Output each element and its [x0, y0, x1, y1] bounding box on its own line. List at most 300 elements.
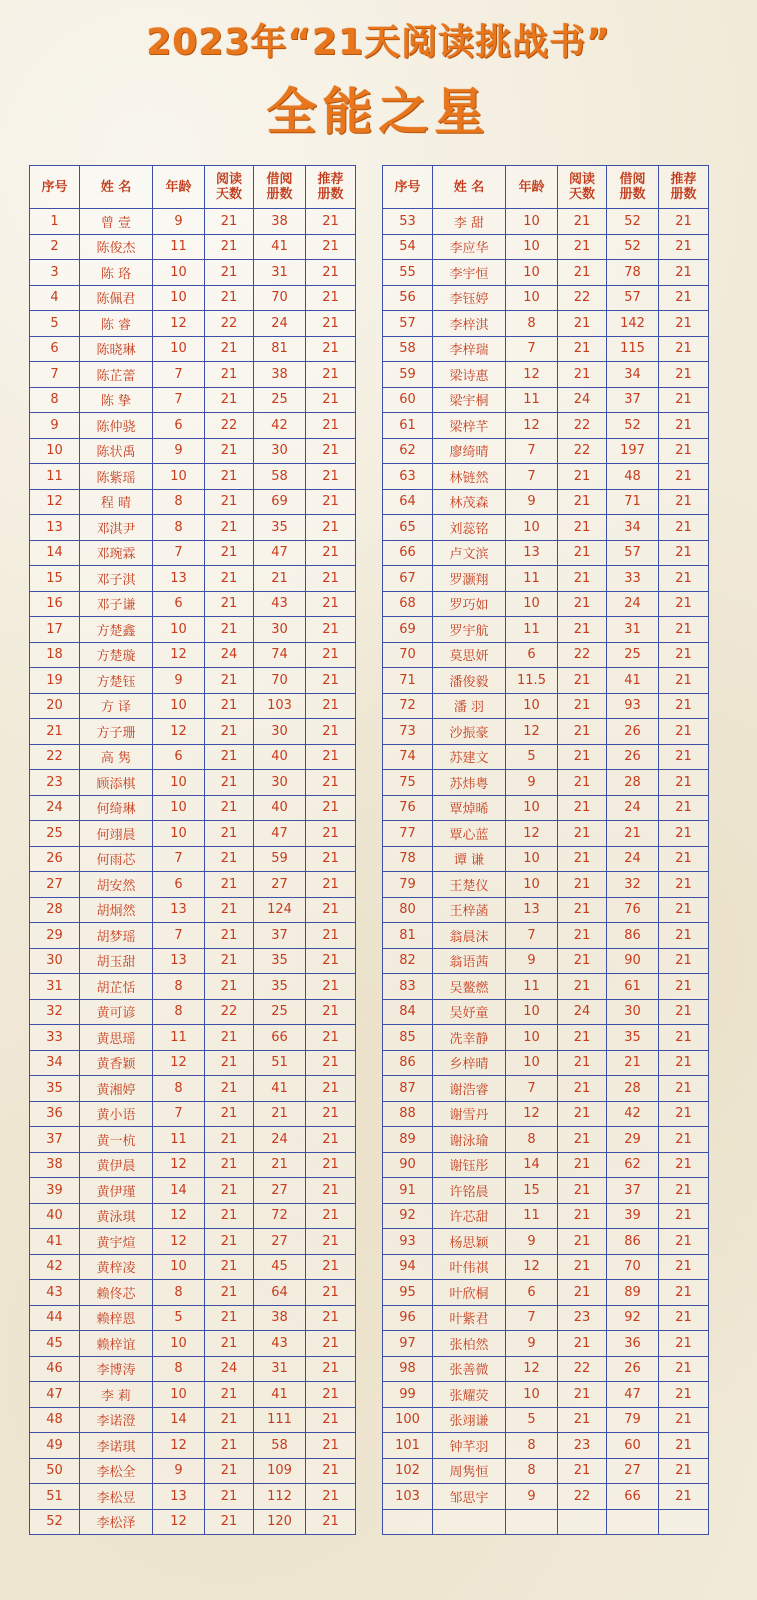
table-row [30, 1280, 356, 1306]
cell-age: 9 [153, 1458, 205, 1484]
page-title: 2023年“21天阅读挑战书” [146, 22, 611, 63]
table-row [383, 260, 709, 286]
table-row [383, 719, 709, 745]
cell-number: 7 [30, 362, 80, 388]
cell-reading-days: 21 [558, 1203, 607, 1229]
cell-borrowed-books: 90 [607, 948, 659, 974]
cell-age: 10 [506, 209, 558, 235]
cell-reading-days: 21 [205, 1280, 254, 1306]
cell-reading-days: 21 [205, 1407, 254, 1433]
table-row [383, 387, 709, 413]
cell-name: 林茂森 [433, 489, 506, 515]
cell-recommended-books: 21 [306, 642, 356, 668]
cell-name: 许芯甜 [433, 1203, 506, 1229]
cell-recommended-books: 21 [306, 540, 356, 566]
cell-reading-days: 23 [558, 1305, 607, 1331]
cell-name: 王楚仪 [433, 872, 506, 898]
cell-name: 谭 谦 [433, 846, 506, 872]
table-row [383, 1152, 709, 1178]
table-row [30, 285, 356, 311]
cell-reading-days: 21 [558, 1025, 607, 1051]
cell-name: 覃心蓝 [433, 821, 506, 847]
cell-recommended-books: 21 [659, 1076, 709, 1102]
header-col-number: 序号 [383, 166, 433, 209]
cell-borrowed-books: 58 [254, 1433, 306, 1459]
cell-recommended-books: 21 [306, 744, 356, 770]
cell-borrowed-books: 59 [254, 846, 306, 872]
cell-name: 黄可谚 [80, 999, 153, 1025]
cell-recommended-books: 21 [659, 795, 709, 821]
cell-number: 21 [30, 719, 80, 745]
cell-recommended-books: 21 [306, 846, 356, 872]
cell-borrowed-books: 72 [254, 1203, 306, 1229]
cell-borrowed-books: 52 [607, 413, 659, 439]
cell-borrowed-books: 25 [607, 642, 659, 668]
cell-recommended-books: 21 [659, 1305, 709, 1331]
cell-recommended-books: 21 [306, 1127, 356, 1153]
cell-recommended-books: 21 [659, 540, 709, 566]
cell-reading-days: 22 [205, 999, 254, 1025]
cell-number: 96 [383, 1305, 433, 1331]
cell-age: 8 [506, 1433, 558, 1459]
cell-reading-days: 21 [205, 1152, 254, 1178]
cell-reading-days: 21 [205, 693, 254, 719]
cell-borrowed-books: 32 [607, 872, 659, 898]
table-row [30, 1025, 356, 1051]
cell-recommended-books: 21 [659, 1152, 709, 1178]
cell-name: 李博涛 [80, 1356, 153, 1382]
cell-recommended-books: 21 [306, 1229, 356, 1255]
cell-age: 12 [506, 821, 558, 847]
cell-borrowed-books: 66 [254, 1025, 306, 1051]
cell-age: 11 [506, 1203, 558, 1229]
cell-reading-days: 21 [558, 1178, 607, 1204]
cell-number: 23 [30, 770, 80, 796]
cell-name: 罗巧如 [433, 591, 506, 617]
cell-recommended-books: 21 [306, 770, 356, 796]
cell-age: 12 [153, 1433, 205, 1459]
cell-name: 方子珊 [80, 719, 153, 745]
cell-reading-days: 21 [558, 1280, 607, 1306]
cell-recommended-books: 21 [659, 1050, 709, 1076]
cell-age: 12 [153, 311, 205, 337]
table-row [30, 719, 356, 745]
cell-number: 95 [383, 1280, 433, 1306]
cell-reading-days: 21 [205, 1076, 254, 1102]
table-row [30, 1076, 356, 1102]
cell-age: 7 [506, 438, 558, 464]
cell-recommended-books: 21 [306, 234, 356, 260]
cell-reading-days: 21 [205, 234, 254, 260]
cell-number: 45 [30, 1331, 80, 1357]
cell-number: 52 [30, 1509, 80, 1535]
cell-name: 杨思颖 [433, 1229, 506, 1255]
cell-name: 乡梓晴 [433, 1050, 506, 1076]
cell-borrowed-books: 66 [607, 1484, 659, 1510]
cell-borrowed-books: 38 [254, 1305, 306, 1331]
cell-number: 43 [30, 1280, 80, 1306]
cell-borrowed-books: 21 [254, 1152, 306, 1178]
cell-recommended-books: 21 [659, 438, 709, 464]
cell-reading-days: 21 [205, 1382, 254, 1408]
cell-borrowed-books: 24 [607, 591, 659, 617]
cell-number: 103 [383, 1484, 433, 1510]
cell-name: 胡安然 [80, 872, 153, 898]
cell-borrowed-books: 92 [607, 1305, 659, 1331]
cell-name: 方楚钰 [80, 668, 153, 694]
cell-number: 94 [383, 1254, 433, 1280]
cell-name: 胡芷恬 [80, 974, 153, 1000]
cell-name: 何雨芯 [80, 846, 153, 872]
cell-recommended-books: 21 [306, 999, 356, 1025]
cell-name: 黄香颖 [80, 1050, 153, 1076]
table-row [30, 693, 356, 719]
cell-age: 6 [153, 591, 205, 617]
cell-borrowed-books: 30 [254, 438, 306, 464]
cell-borrowed-books: 69 [254, 489, 306, 515]
table-row [383, 362, 709, 388]
cell-number: 32 [30, 999, 80, 1025]
cell-name: 翁语茜 [433, 948, 506, 974]
cell-recommended-books: 21 [659, 1407, 709, 1433]
cell-age: 8 [506, 311, 558, 337]
cell-recommended-books: 21 [306, 1254, 356, 1280]
cell-reading-days: 21 [205, 668, 254, 694]
cell-recommended-books: 21 [306, 362, 356, 388]
table-row [30, 744, 356, 770]
cell-recommended-books: 21 [659, 234, 709, 260]
cell-reading-days: 21 [558, 540, 607, 566]
cell-name: 张翊谦 [433, 1407, 506, 1433]
cell-reading-days: 21 [205, 362, 254, 388]
cell-number: 86 [383, 1050, 433, 1076]
cell-borrowed-books: 39 [607, 1203, 659, 1229]
cell-number: 47 [30, 1382, 80, 1408]
cell-borrowed-books: 197 [607, 438, 659, 464]
cell-age: 11 [153, 1025, 205, 1051]
cell-number: 6 [30, 336, 80, 362]
cell-borrowed-books: 57 [607, 540, 659, 566]
table-row [383, 1280, 709, 1306]
cell-age: 11 [153, 234, 205, 260]
cell-number: 91 [383, 1178, 433, 1204]
cell-recommended-books: 21 [659, 821, 709, 847]
cell-borrowed-books: 41 [254, 1382, 306, 1408]
table-row [383, 1254, 709, 1280]
cell-number: 90 [383, 1152, 433, 1178]
cell-borrowed-books: 26 [607, 744, 659, 770]
cell-borrowed-books: 70 [607, 1254, 659, 1280]
cell-reading-days: 24 [205, 1356, 254, 1382]
table-row [383, 1178, 709, 1204]
cell-borrowed-books: 41 [607, 668, 659, 694]
cell-age: 13 [153, 566, 205, 592]
cell-borrowed-books: 52 [607, 234, 659, 260]
cell-recommended-books: 21 [659, 693, 709, 719]
cell-number: 79 [383, 872, 433, 898]
cell-reading-days: 21 [558, 1382, 607, 1408]
cell-name: 覃焯晞 [433, 795, 506, 821]
table-row [30, 413, 356, 439]
cell-number: 51 [30, 1484, 80, 1510]
header-col-name: 姓 名 [80, 166, 153, 209]
cell-name: 叶欣桐 [433, 1280, 506, 1306]
cell-number: 85 [383, 1025, 433, 1051]
cell-age: 12 [153, 1509, 205, 1535]
cell-number: 22 [30, 744, 80, 770]
cell-borrowed-books: 43 [254, 591, 306, 617]
cell-reading-days: 21 [205, 948, 254, 974]
cell-reading-days: 21 [558, 515, 607, 541]
cell-borrowed-books [607, 1509, 659, 1535]
cell-recommended-books: 21 [659, 1025, 709, 1051]
cell-borrowed-books: 21 [254, 1101, 306, 1127]
table-row [383, 566, 709, 592]
cell-recommended-books: 21 [306, 515, 356, 541]
cell-name: 李梓淇 [433, 311, 506, 337]
cell-borrowed-books: 86 [607, 1229, 659, 1255]
cell-reading-days: 21 [558, 464, 607, 490]
cell-name: 李诺琪 [80, 1433, 153, 1459]
cell-number: 57 [383, 311, 433, 337]
cell-reading-days: 21 [205, 821, 254, 847]
cell-number: 89 [383, 1127, 433, 1153]
cell-age: 10 [153, 1382, 205, 1408]
cell-age: 6 [153, 872, 205, 898]
cell-number: 37 [30, 1127, 80, 1153]
header-col-reading-days: 阅读 天数 [205, 166, 254, 209]
cell-recommended-books: 21 [306, 566, 356, 592]
cell-age: 7 [153, 540, 205, 566]
table-row [30, 1254, 356, 1280]
cell-number: 69 [383, 617, 433, 643]
cell-recommended-books: 21 [306, 285, 356, 311]
cell-number: 36 [30, 1101, 80, 1127]
cell-number: 33 [30, 1025, 80, 1051]
cell-borrowed-books: 24 [254, 311, 306, 337]
cell-recommended-books: 21 [659, 1254, 709, 1280]
cell-borrowed-books: 41 [254, 234, 306, 260]
table-row [383, 1050, 709, 1076]
table-row [30, 617, 356, 643]
cell-reading-days: 21 [558, 591, 607, 617]
cell-age: 10 [153, 1331, 205, 1357]
cell-age: 13 [153, 948, 205, 974]
cell-borrowed-books: 36 [607, 1331, 659, 1357]
cell-age: 8 [153, 489, 205, 515]
cell-number: 65 [383, 515, 433, 541]
table-row [383, 923, 709, 949]
table-row [30, 1203, 356, 1229]
cell-recommended-books: 21 [659, 591, 709, 617]
table-row [30, 974, 356, 1000]
cell-borrowed-books: 27 [254, 1178, 306, 1204]
cell-name: 张柏然 [433, 1331, 506, 1357]
cell-name: 钟芊羽 [433, 1433, 506, 1459]
cell-recommended-books: 21 [659, 336, 709, 362]
cell-reading-days: 21 [558, 1229, 607, 1255]
cell-name: 高 隽 [80, 744, 153, 770]
cell-number: 19 [30, 668, 80, 694]
cell-recommended-books: 21 [306, 311, 356, 337]
cell-recommended-books: 21 [306, 1178, 356, 1204]
cell-borrowed-books: 78 [607, 260, 659, 286]
table-row [383, 209, 709, 235]
table-row [30, 234, 356, 260]
cell-number: 54 [383, 234, 433, 260]
table-row [30, 1101, 356, 1127]
header-col-name: 姓 名 [433, 166, 506, 209]
cell-name: 程 晴 [80, 489, 153, 515]
cell-borrowed-books: 31 [254, 260, 306, 286]
header-col-number: 序号 [30, 166, 80, 209]
cell-borrowed-books: 51 [254, 1050, 306, 1076]
cell-reading-days: 21 [558, 948, 607, 974]
table-row [30, 515, 356, 541]
cell-number: 83 [383, 974, 433, 1000]
roster-table-left [29, 165, 356, 1535]
table-row [383, 999, 709, 1025]
table-row [30, 1509, 356, 1535]
cell-age: 10 [153, 336, 205, 362]
cell-name: 黄湘婷 [80, 1076, 153, 1102]
cell-borrowed-books: 70 [254, 668, 306, 694]
cell-recommended-books: 21 [659, 1101, 709, 1127]
cell-name: 曾 壹 [80, 209, 153, 235]
cell-number: 68 [383, 591, 433, 617]
cell-reading-days: 21 [558, 846, 607, 872]
table-row [383, 413, 709, 439]
table-row [30, 566, 356, 592]
table-row [30, 1407, 356, 1433]
cell-name: 谢泳瑜 [433, 1127, 506, 1153]
cell-name: 黄一杭 [80, 1127, 153, 1153]
cell-age: 10 [153, 795, 205, 821]
cell-borrowed-books: 21 [607, 1050, 659, 1076]
cell-recommended-books: 21 [306, 1458, 356, 1484]
cell-number: 2 [30, 234, 80, 260]
cell-recommended-books: 21 [306, 1152, 356, 1178]
table-row [30, 1152, 356, 1178]
cell-reading-days: 21 [205, 1229, 254, 1255]
cell-borrowed-books: 38 [254, 209, 306, 235]
table-row [30, 1305, 356, 1331]
cell-reading-days: 21 [558, 617, 607, 643]
table-row [383, 591, 709, 617]
cell-borrowed-books: 61 [607, 974, 659, 1000]
table-row [383, 336, 709, 362]
cell-reading-days: 21 [558, 744, 607, 770]
cell-number: 55 [383, 260, 433, 286]
cell-borrowed-books: 48 [607, 464, 659, 490]
cell-age: 10 [153, 260, 205, 286]
cell-number: 71 [383, 668, 433, 694]
cell-age: 9 [506, 1229, 558, 1255]
cell-age: 8 [153, 1356, 205, 1382]
cell-name: 谢雪丹 [433, 1101, 506, 1127]
cell-reading-days: 21 [558, 566, 607, 592]
cell-reading-days: 21 [205, 1025, 254, 1051]
header-col-borrowed-books: 借阅 册数 [607, 166, 659, 209]
cell-age: 12 [506, 413, 558, 439]
cell-number: 38 [30, 1152, 80, 1178]
cell-number: 46 [30, 1356, 80, 1382]
table-row [383, 617, 709, 643]
table-row [383, 489, 709, 515]
cell-number: 100 [383, 1407, 433, 1433]
cell-recommended-books: 21 [306, 489, 356, 515]
page-subtitle: 全能之星 [266, 83, 491, 141]
cell-name: 张耀荧 [433, 1382, 506, 1408]
cell-age: 7 [153, 1101, 205, 1127]
cell-reading-days: 22 [558, 413, 607, 439]
cell-name: 方 译 [80, 693, 153, 719]
cell-recommended-books: 21 [659, 1458, 709, 1484]
table-row [30, 1458, 356, 1484]
cell-borrowed-books: 62 [607, 1152, 659, 1178]
table-row [383, 1484, 709, 1510]
cell-name: 刘蕊铭 [433, 515, 506, 541]
table-row [30, 1356, 356, 1382]
cell-number: 11 [30, 464, 80, 490]
cell-borrowed-books: 47 [254, 821, 306, 847]
cell-reading-days: 21 [205, 336, 254, 362]
cell-reading-days: 21 [558, 872, 607, 898]
cell-name: 赖梓恩 [80, 1305, 153, 1331]
cell-name: 黄梓凌 [80, 1254, 153, 1280]
cell-reading-days: 21 [205, 1509, 254, 1535]
cell-borrowed-books: 27 [607, 1458, 659, 1484]
cell-age: 14 [153, 1407, 205, 1433]
cell-borrowed-books: 74 [254, 642, 306, 668]
cell-name: 陈俊杰 [80, 234, 153, 260]
cell-borrowed-books: 27 [254, 1229, 306, 1255]
cell-number: 10 [30, 438, 80, 464]
table-row [30, 1050, 356, 1076]
table-row [30, 770, 356, 796]
cell-recommended-books: 21 [659, 464, 709, 490]
table-row [383, 1509, 709, 1535]
table-row [383, 1433, 709, 1459]
cell-age: 10 [153, 821, 205, 847]
cell-number: 1 [30, 209, 80, 235]
cell-reading-days: 21 [205, 540, 254, 566]
cell-age: 8 [153, 974, 205, 1000]
cell-recommended-books: 21 [659, 1203, 709, 1229]
cell-name: 吴妤童 [433, 999, 506, 1025]
cell-borrowed-books: 33 [607, 566, 659, 592]
cell-age: 11 [506, 974, 558, 1000]
cell-reading-days: 21 [205, 515, 254, 541]
header-row [30, 166, 356, 209]
cell-reading-days: 22 [558, 1484, 607, 1510]
cell-age: 12 [506, 362, 558, 388]
cell-name: 顾添棋 [80, 770, 153, 796]
table-row [383, 1458, 709, 1484]
table-row [383, 821, 709, 847]
cell-number: 5 [30, 311, 80, 337]
cell-number: 61 [383, 413, 433, 439]
cell-name: 廖绮晴 [433, 438, 506, 464]
table-row [383, 515, 709, 541]
cell-name: 陈晓琳 [80, 336, 153, 362]
cell-recommended-books: 21 [659, 1433, 709, 1459]
table-row [383, 846, 709, 872]
cell-borrowed-books: 26 [607, 1356, 659, 1382]
cell-number: 14 [30, 540, 80, 566]
cell-borrowed-books: 24 [607, 846, 659, 872]
cell-borrowed-books: 60 [607, 1433, 659, 1459]
